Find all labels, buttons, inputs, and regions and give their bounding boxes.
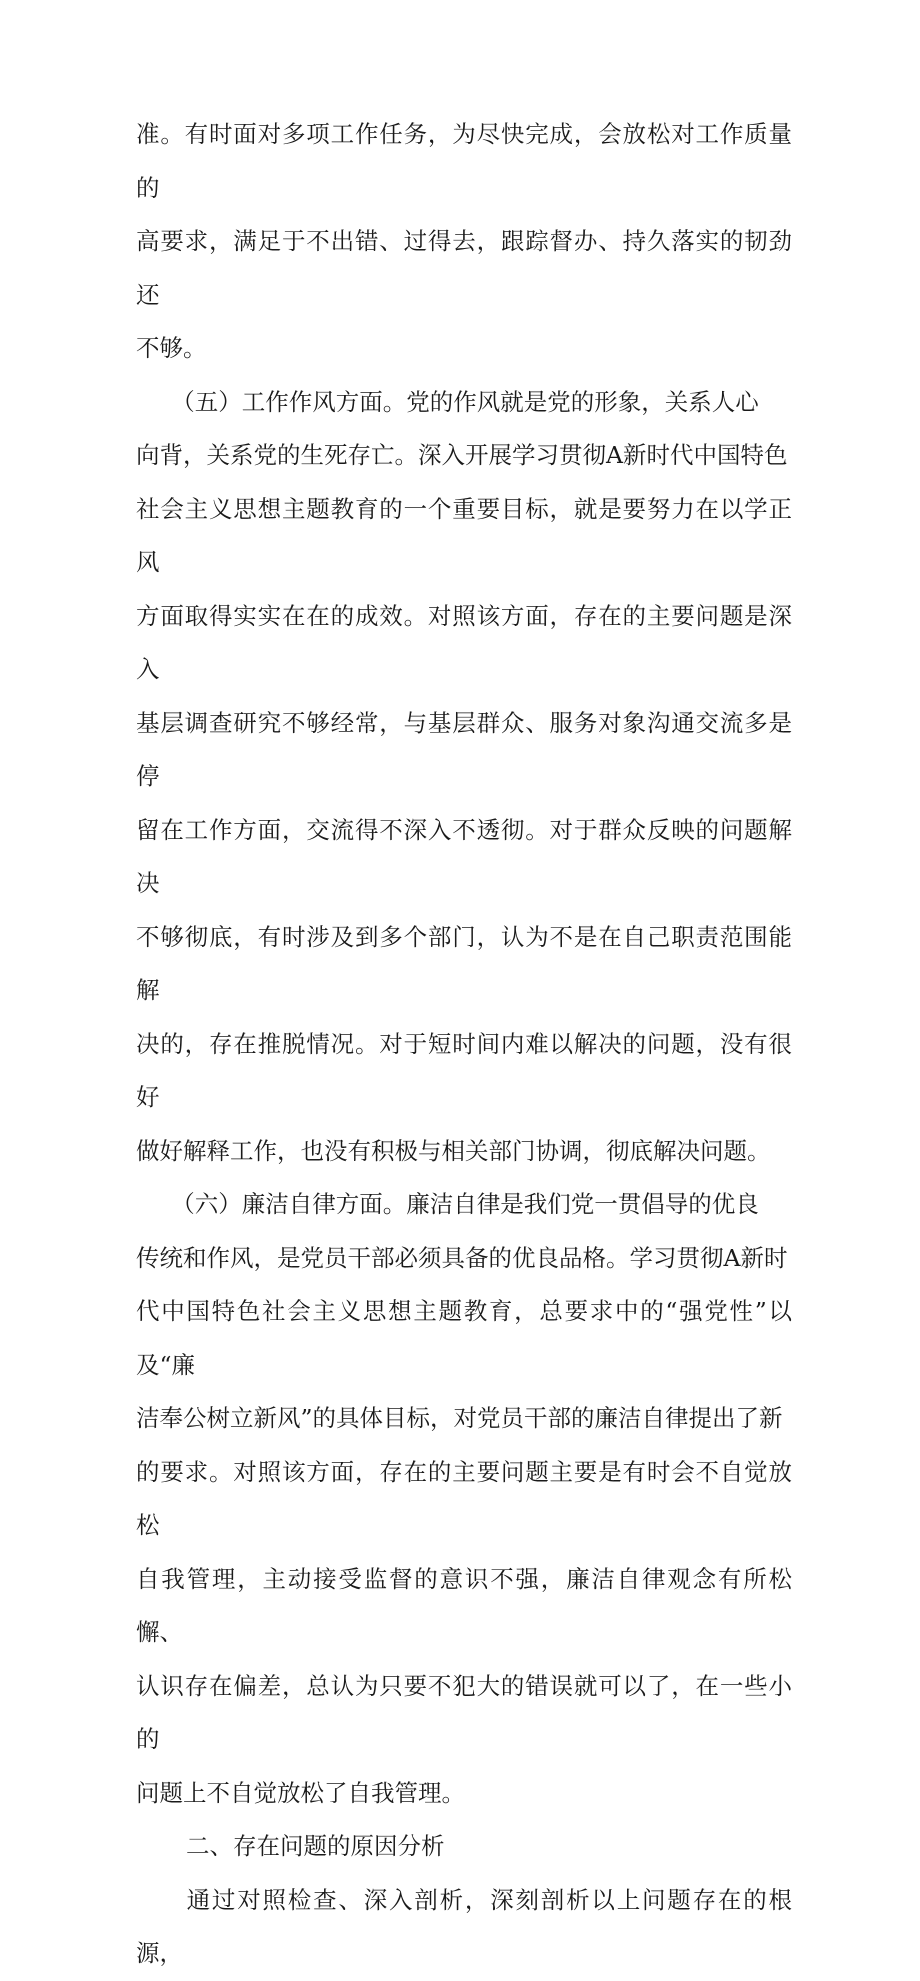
paragraph-work-quality [136,108,792,376]
text-line: 代中国特色社会主义思想主题教育，总要求中的“强党性”以及“廉 [136,1297,792,1379]
paragraph-work-style [136,376,792,1179]
text-line: 通过对照检查、深入剖析，深刻剖析以上问题存在的根源， [136,1885,792,1967]
text-line: 方面取得实实在在的成效。对照该方面，存在的主要问题是深入 [136,601,792,683]
document-body [136,108,792,1981]
text-line: 社会主义思想主题教育的一个重要目标，就是要努力在以学正风 [136,494,792,576]
text-line: 不够。 [136,334,207,362]
text-line: 向背，关系党的生死存亡。深入开展学习贯彻A新时代中国特色 [136,441,788,469]
text-line: 决的，存在推脱情况。对于短时间内难以解决的问题，没有很好 [136,1029,792,1111]
text-line: 传统和作风，是党员干部必须具备的优良品格。学习贯彻A新时 [136,1243,788,1272]
text-line: （五）工作作风方面。党的作风就是党的形象，关系人心 [136,387,759,416]
text-line: 做好解释工作，也没有积极与相关部门协调，彻底解决问题。 [136,1136,771,1165]
text-line: 的要求。对照该方面，存在的主要问题主要是有时会不自觉放松 [136,1457,792,1539]
text-line: （六）廉洁自律方面。廉洁自律是我们党一贯倡导的优良 [136,1190,759,1218]
text-line: 自我管理，主动接受监督的意识不强，廉洁自律观念有所松懈、 [136,1564,792,1646]
text-line: 高要求，满足于不出错、过得去，跟踪督办、持久落实的韧劲还 [136,227,792,309]
paragraph-cause-analysis [136,1874,792,1981]
text-line: 认识存在偏差，总认为只要不犯大的错误就可以了，在一些小的 [136,1671,792,1753]
section-heading: 二、存在问题的原因分析 [186,1832,445,1860]
text-line: 准。有时面对多项工作任务，为尽快完成，会放松对工作质量的 [136,120,792,202]
text-line: 洁奉公树立新风”的具体目标，对党员干部的廉洁自律提出了新 [136,1404,783,1432]
text-line: 不够彻底，有时涉及到多个部门，认为不是在自己职责范围能解 [136,922,792,1004]
paragraph-integrity [136,1178,792,1820]
text-line: 基层调查研究不够经常，与基层群众、服务对象沟通交流多是停 [136,708,792,790]
text-line: 留在工作方面，交流得不深入不透彻。对于群众反映的问题解决 [136,815,792,897]
text-line: 问题上不自觉放松了自我管理。 [136,1778,465,1807]
